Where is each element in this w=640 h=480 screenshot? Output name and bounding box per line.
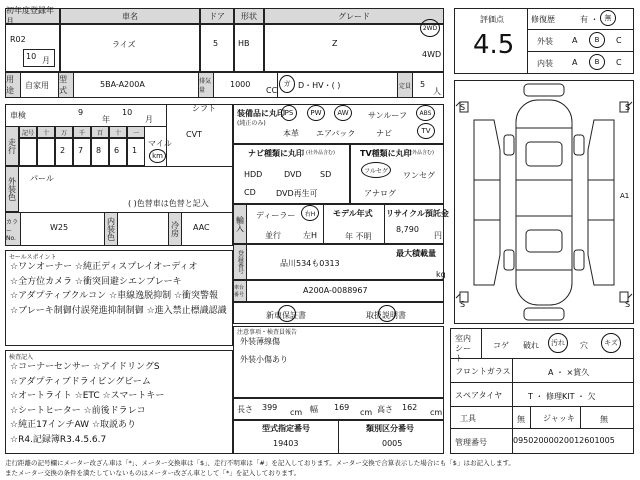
mileage-digit-header: 千 [73,126,91,138]
diagram-label-s: S [625,300,631,309]
mileage-digit: 1 [132,146,138,155]
type-no: 19403 [273,439,299,448]
exterior-grade-b-circled: B [589,32,605,48]
mileage-digit-header: 十 [37,126,55,138]
length-unit: cm [290,408,303,417]
shape: HB [238,39,250,48]
exterior-grade-c: C [616,36,622,45]
score-label: 評価点 [480,15,504,24]
spare-tire-label: スペアタイヤ [455,391,503,400]
interior-grade-c: C [616,58,622,67]
fuel-other: D・HV・( ) [298,81,341,90]
exterior-label: 外装 [537,37,553,46]
manual-circle [378,305,396,322]
model-code: 5BA-A200A [100,80,145,89]
inspector-label: 検査記入 [9,354,34,361]
navi-type-note: (社外品含む) [306,150,335,156]
navi-cd: CD [244,188,256,197]
interior-label: 内装 [537,59,553,68]
doors-header: ドア [200,8,234,24]
doors: 5 [213,39,219,48]
left-hand: 左H [303,231,318,240]
mileage-digit: 8 [96,146,102,155]
tv-analog: アナログ [364,189,396,198]
color-no-label: カラーNo. [5,212,21,246]
mileage-digit-header: 百 [91,126,109,138]
tv-oneseg: ワンセグ [403,171,435,180]
repair-none-circled: 無 [600,10,616,26]
yen-unit: 円 [434,231,442,240]
color-change-note: ( )色替車は色替と記入 [128,199,209,208]
documents-box [233,302,444,324]
abs-circled: ABS [416,105,435,121]
mileage-digit: 6 [114,146,120,155]
management-label: 管理番号 [455,438,487,447]
navi-dvd-play: DVD再生可 [276,189,318,198]
capacity: 5 [420,80,426,89]
diagram-label-s: S [625,103,631,112]
tools-value: 無 [517,415,525,424]
reg-year: R02 [10,35,26,44]
drive-4wd: 4WD [422,50,442,59]
usage-label: 用途 [5,72,21,98]
vehicle-diagram [454,80,634,324]
interior-grade-a: A [572,58,578,67]
km-circled: km [149,149,166,163]
diagram-label-s: S [460,300,466,309]
ac-value: AAC [193,223,210,232]
height: 162 [402,403,418,412]
drive-2wd-circled: 2WD [420,19,440,37]
mileage-digit-cell [19,138,37,166]
load-label: 最大積載量 [396,249,436,258]
mileage-digit-header: 記号 [19,126,37,138]
grade-cell [264,24,444,72]
jack-label: ジャッキ [543,414,575,423]
inspection-month-unit: 月 [145,115,153,124]
import-label: 輸入 [233,204,247,244]
chassis-number: A200A-0088967 [303,286,368,295]
sheet-tear: 破れ [523,341,539,350]
inspector-item: ☆コーナーセンサー ☆アイドリングS [10,362,160,372]
notes-label: 注意事項・検査員報告 [237,329,298,336]
navi: ナビ [376,129,392,138]
car-name-header: 車名 [60,8,200,24]
registration-number: 品川534も0313 [280,259,340,268]
displacement: 1000 [230,80,251,89]
mileage-label: 走行 [5,126,19,166]
right-hand-circled: 右H [301,205,319,221]
type-label: 型式 [58,72,74,98]
mileage-digit-header: 十 [109,126,127,138]
repair-label: 修復歴 [531,15,555,24]
navi-hdd: HDD [244,170,263,179]
inspector-item: ☆シートヒーター ☆前後ドラレコ [10,405,146,416]
warranty-label: 新車保証書 [266,311,306,320]
type-no-label: 型式指定番号 [262,424,310,433]
mileage-digit: 7 [78,146,84,155]
width-label: 幅 [310,405,318,414]
exterior-color-label: 外装色 [5,166,19,212]
diagram-label-s: S [460,103,466,112]
score: 4.5 [473,30,515,60]
capacity-label: 定員 [397,72,413,98]
recycle-label: リサイクル預託金 [386,209,449,218]
ac-label: 冷房 [168,212,182,246]
sheet-burn: コゲ [493,341,509,350]
interior-grade-b-circled: B [589,54,605,70]
selling-points-list [10,260,227,318]
fuel-gas-circled: ガ [279,75,295,93]
class-no-label: 類別区分番号 [366,424,414,433]
repair-options: 有 ・ [580,15,599,24]
inspector-item: ☆オートライト ☆ETC ☆スマートキー [10,391,165,401]
damage-code-a1: A1 [620,192,630,200]
sunroof: サンルーフ [368,111,407,120]
ps-circled: PS [281,105,297,121]
interior-sheet-label: 室内シート [455,334,471,363]
shape-header: 形状 [234,8,264,24]
jack-value: 無 [600,415,608,424]
selling-points-label: セールスポイント [9,254,57,261]
inspector-item: ☆純正17インチAW ☆取説あり [10,420,137,430]
import-parallel: 並行 [265,231,281,240]
doors-cell [200,24,234,72]
sheet-dirt-circled: 汚れ [548,333,568,353]
height-unit: cm [430,408,443,417]
mileage-digit-header: 万 [55,126,73,138]
exterior-color: パール [30,174,54,183]
fullseg-circled: フルセグ [361,162,391,178]
management-number: 09502000020012601005 [513,436,615,445]
inspection-month: 10 [122,108,133,117]
recycle-amount: 8,790 [396,225,419,234]
width-unit: cm [360,408,373,417]
note-item: 外装薄線傷 [240,337,280,346]
note-item: 外装小傷あり [240,355,288,364]
equipment-title: 装備品に丸印 [237,109,285,118]
car-name: ライズ [112,40,136,49]
tv-circled: TV [417,123,435,139]
airbag: エアバック [316,129,356,138]
equipment-subtitle: (純正のみ) [237,120,266,127]
tv-type-note: (社外品含む) [405,150,434,156]
mileage-digit-header: 一 [127,126,145,138]
sheet-scratch-circled: キズ [601,333,621,353]
navi-sd: SD [320,170,332,179]
width: 169 [334,403,350,412]
grade-header: グレード [264,8,444,24]
inspector-list [10,360,164,447]
class-no: 0005 [382,439,403,448]
selling-point-item: ☆ブレーキ制御付誤発進抑制制御 ☆進入禁止標識認識 [10,305,227,316]
selling-point-item: ☆ワンオーナー ☆純正ディスプレイオーディオ [10,262,198,272]
shift-label: シフト [192,104,216,113]
model-year: 年 不明 [345,232,372,241]
month-unit: 月 [42,56,50,65]
front-glass-label: フロントガラス [455,367,511,376]
kg-unit: kg [436,270,446,279]
mile-label: マイル [148,139,172,148]
navi-dvd: DVD [284,170,302,179]
mileage-digit-cell [37,138,55,166]
inspector-item: ☆R4.記録簿R3.4.5.6.7 [10,434,107,445]
spare-tire-value: T ・ 修理KIT ・ 欠 [528,392,596,401]
reg-year-header: 初年度登録年月 [5,8,60,24]
model-year-label: モデル年式 [333,209,373,218]
import-dealer: ディーラー [256,211,296,220]
front-glass-value: A ・ ×賞久 [548,368,590,377]
registration-label: 登録番号 [233,244,247,280]
usage: 自家用 [25,81,49,90]
inspection-label: 車検 [10,111,26,120]
interior-color-label: 内装色 [104,212,118,246]
length-label: 長さ [237,405,253,414]
color-code: W25 [50,223,69,232]
height-label: 高さ [377,405,393,414]
manual-label: 取扱説明書 [366,311,406,320]
tools-label: 工具 [460,414,476,423]
selling-point-item: ☆全方位カメラ ☆衝突回避シエンブレーキ [10,276,182,287]
inspection-year-unit: 年 [102,115,110,124]
pw-circled: PW [307,105,325,121]
footer-note: またメーター交換の条件を満たしていないものはメーター改ざん車として「*」を記入しております。 [5,469,301,477]
tv-type-title: TV種類に丸印 [360,149,412,158]
mileage-digit: 2 [60,146,66,155]
selling-point-item: ☆アダプティブクルコン ☆車線逸脱抑制 ☆衝突警報 [10,291,219,301]
grade: Z [332,39,338,48]
navi-type-title: ナビ種類に丸印 [248,149,304,158]
inspector-item: ☆アダプティブドライビングビーム [10,376,151,387]
leather: 本革 [283,129,299,138]
shift-value: CVT [186,130,202,139]
displacement-label: 排気量 [198,72,214,98]
length: 399 [262,403,278,412]
chassis-label: 車台番号 [233,280,247,302]
inspection-year: 9 [78,108,84,117]
person-unit: 人 [433,87,441,96]
exterior-grade-a: A [572,36,578,45]
warranty-circle [278,305,296,322]
footer-note: 走行距離の記号欄にメーター改ざん車は「*」、メーター交換車は「$」、走行不明車は「#」を記入しております。メーター交換で合算表示した場合にも「$」はお記入します。 [5,459,515,467]
shape-cell [234,24,264,72]
reg-month: 10 [26,52,37,61]
cc-unit: CC [266,86,278,95]
aw-circled: AW [334,105,352,121]
sheet-hole: 穴 [580,341,588,350]
